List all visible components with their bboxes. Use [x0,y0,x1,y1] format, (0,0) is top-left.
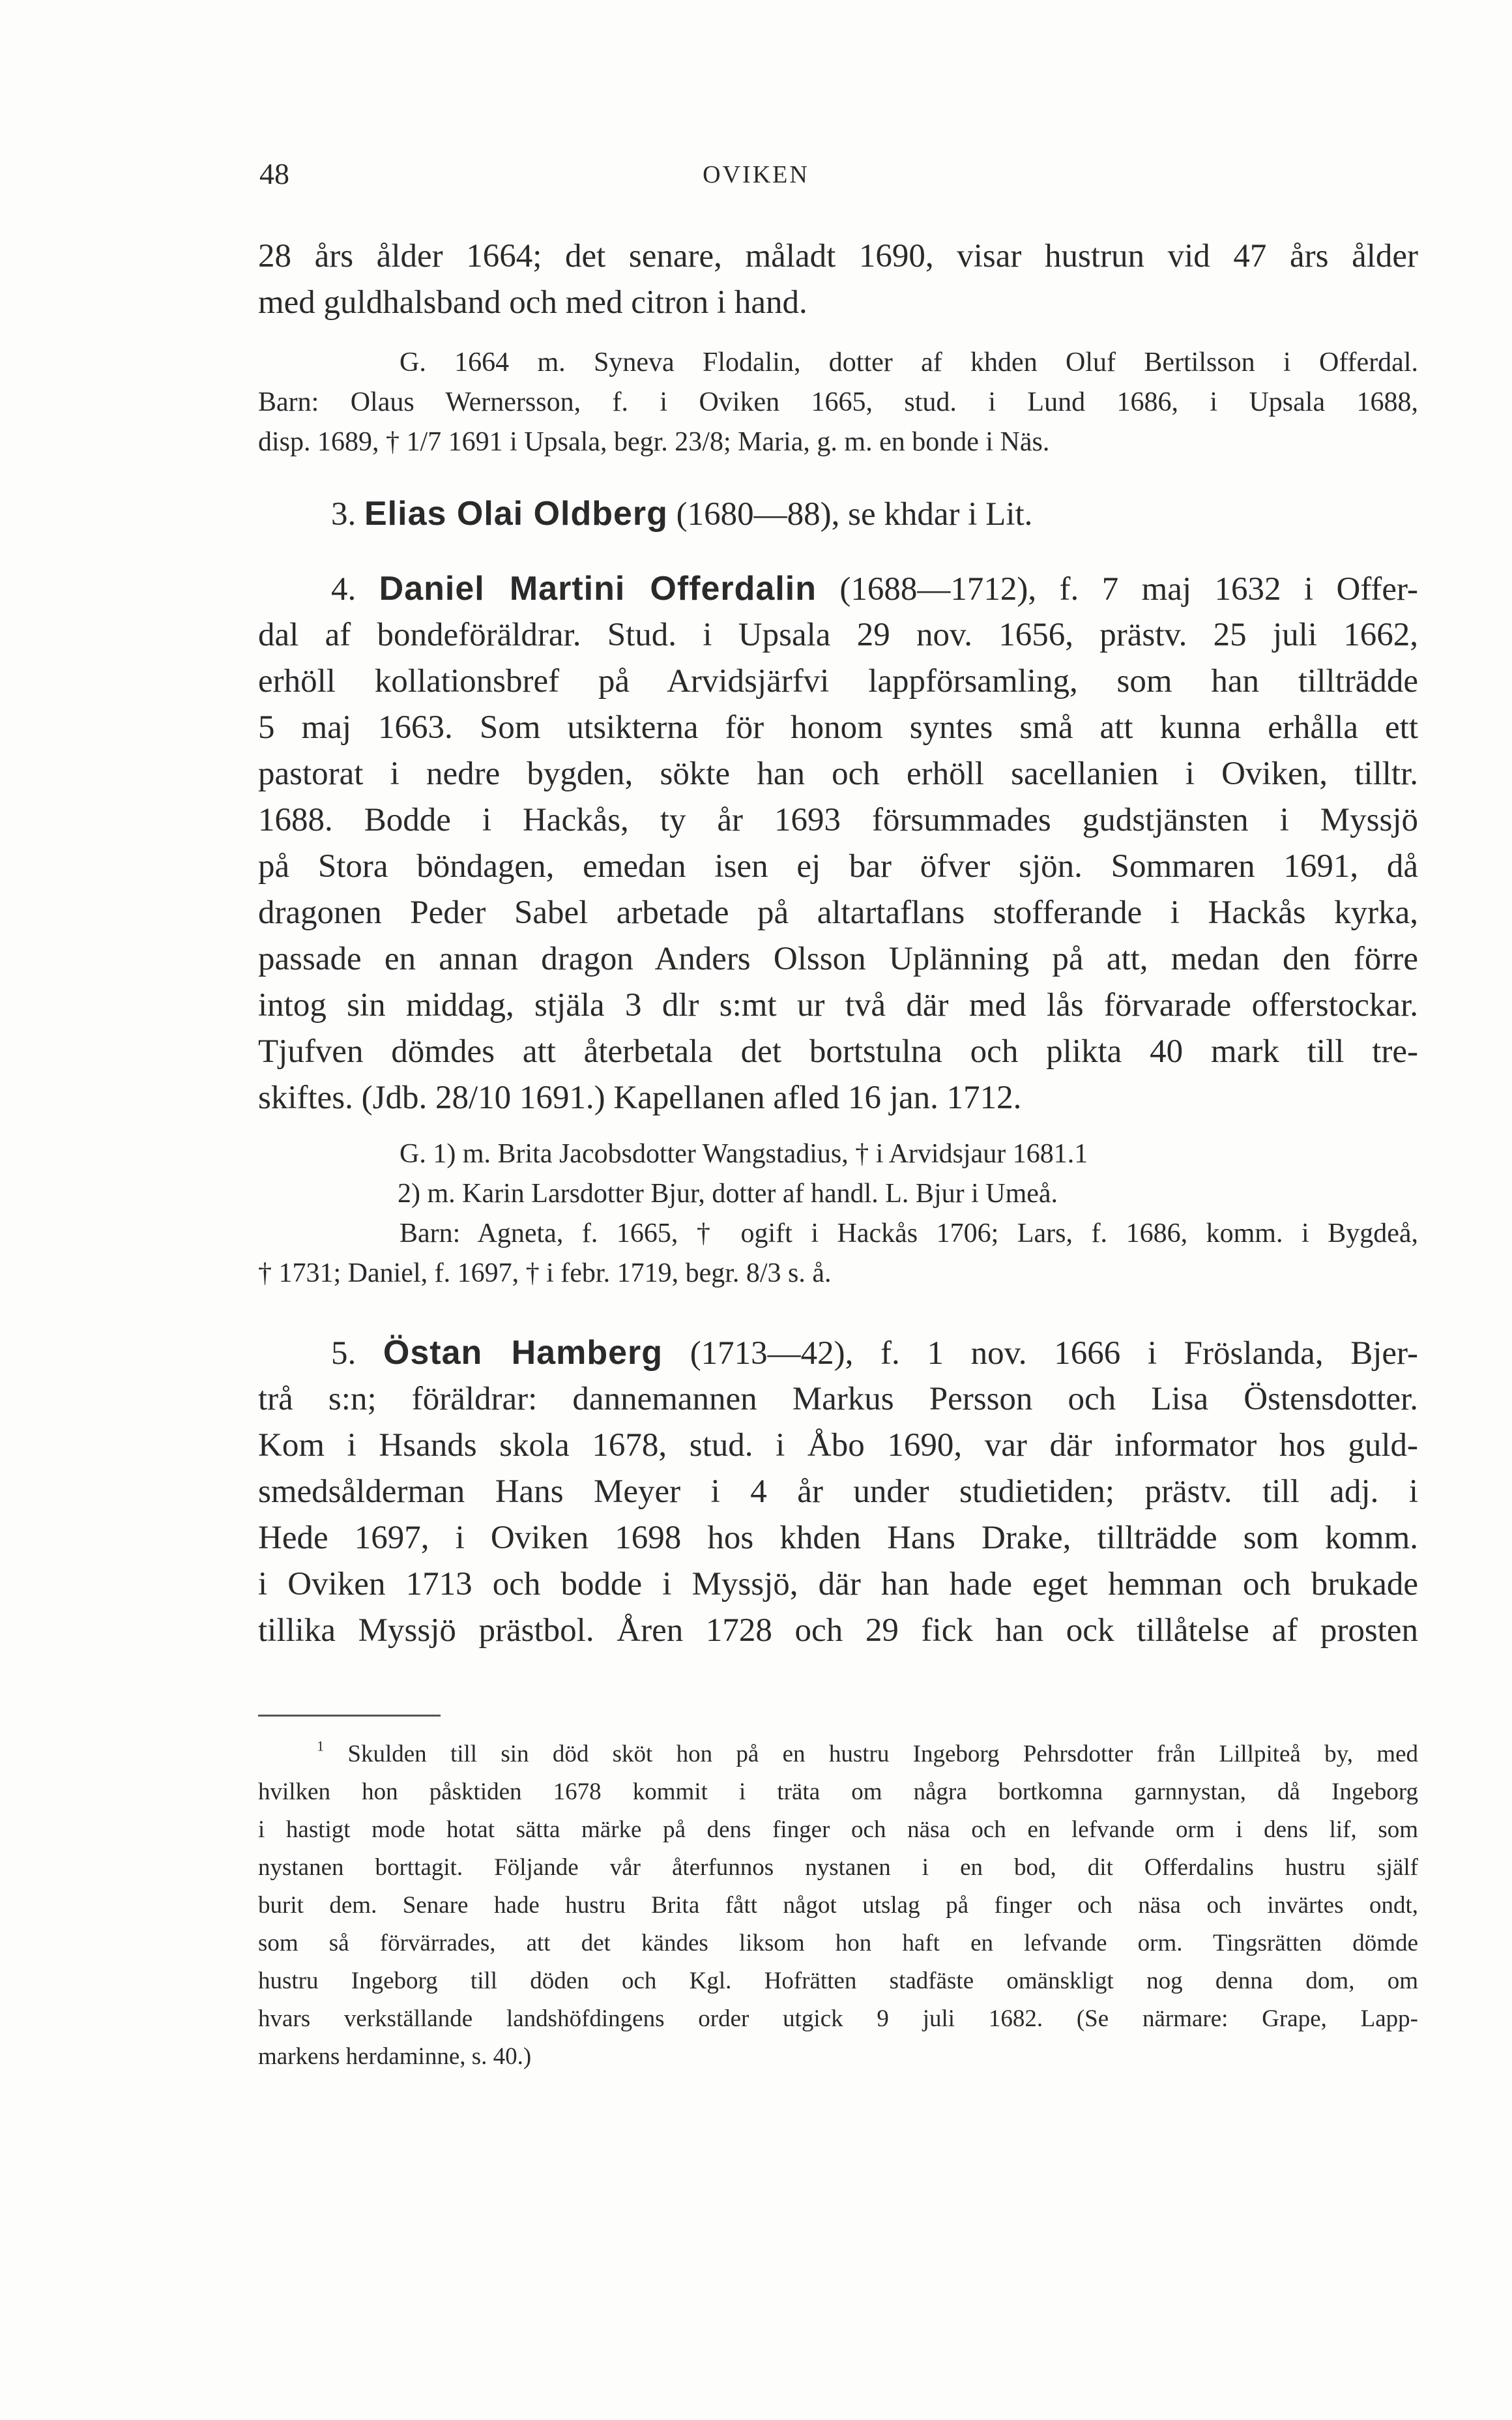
text-line: med guldhalsband och med citron i hand. [258,284,807,321]
text-line: i Oviken 1713 och bodde i Myssjö, där han hade eget hemman och brukade [258,1566,1418,1602]
entry-text: (1680—88), se khdar i Lit. [676,496,1033,533]
text-line: Hede 1697, i Oviken 1698 hos khden Hans Drake, tillträdde som komm. [258,1520,1418,1556]
entry-heading: Elias Olai Oldberg [364,495,668,533]
entry-number: 4. [331,571,356,608]
text-line: passade en annan dragon Anders Olsson Uplänning på att, medan den förre [258,941,1418,977]
text-line: G. 1) m. Brita Jacobsdotter Wangstadius, † i Arvidsjaur 1681.1 [400,1139,1088,1169]
entry-4 [258,566,1418,1121]
entry-heading: Östan Hamberg [383,1334,663,1372]
running-title: OVIKEN [703,161,809,188]
paragraph-continuation [258,233,1418,326]
text-line: Tjufven dömdes att återbetala det bortstulna och plikta 40 mark till tre- [258,1033,1418,1070]
text-line: burit dem. Senare hade hustru Brita fått något utslag på finger och näsa och invärtes ondt, [258,1892,1418,1919]
text-line: disp. 1689, † 1/7 1691 i Upsala, begr. 23/8; Maria, g. m. en bonde i Näs. [258,427,1050,457]
text-line [258,566,1418,612]
text-line: smedsålderman Hans Meyer i 4 år under studietiden; prästv. till adj. i [258,1473,1418,1510]
text-line: † 1731; Daniel, f. 1697, † i febr. 1719, begr. 8/3 s. å. [258,1258,832,1288]
text-line: 2) m. Karin Larsdotter Bjur, dotter af handl. L. Bjur i Umeå. [398,1179,1058,1209]
text-line: hvilken hon påsktiden 1678 kommit i träta om några bortkomna garnnystan, då Ingeborg [258,1778,1418,1805]
entry-number: 3. [331,496,356,533]
marriage-paragraph [258,343,1418,462]
text-line [258,491,1418,537]
footnote [258,1735,1418,2076]
text-line: i hastigt mode hotat sätta märke på dens finger och näsa och en lefvande orm i dens lif, som [258,1816,1418,1843]
entry-number: 5. [331,1335,356,1372]
footnote-separator [258,1715,441,1717]
text-line: på Stora böndagen, emedan isen ej bar öfver sjön. Sommaren 1691, då [258,848,1418,885]
entry-5 [258,1330,1418,1654]
entry-text: (1688—1712), f. 7 maj 1632 i Offer- [839,571,1418,608]
text-line: 1688. Bodde i Hackås, ty år 1693 försummades gudstjänsten i Myssjö [258,802,1418,838]
text-line: markens herdaminne, s. 40.) [258,2043,532,2070]
text-line: pastorat i nedre bygden, sökte han och erhöll sacellanien i Oviken, tilltr. [258,756,1418,792]
text-line: erhöll kollationsbref på Arvidsjärfvi lappförsamling, som han tillträdde [258,663,1418,700]
text-line: Barn: Agneta, f. 1665, † ogift i Hackås 1706; Lars, f. 1686, komm. i Bygdeå, [400,1218,1418,1248]
text-line: hustru Ingeborg till döden och Kgl. Hofrätten stadfäste omänskligt nog denna dom, om [258,1968,1418,1994]
text-line: hvars verkställande landshöfdingens order utgick 9 juli 1682. (Se närmare: Grape, Lapp- [258,2005,1418,2032]
text-line [258,1735,1418,1773]
text-line: trå s:n; föräldrar: dannemannen Markus Persson och Lisa Östensdotter. [258,1381,1418,1417]
text-line: nystanen borttagit. Följande vår återfunnos nystanen i en bod, dit Offerdalins hustru själf [258,1854,1418,1881]
text-line: G. 1664 m. Syneva Flodalin, dotter af khden Oluf Bertilsson i Offerdal. [400,347,1418,377]
text-line: 28 års ålder 1664; det senare, måladt 1690, visar hustrun vid 47 års ålder [258,238,1418,274]
text-line: Kom i Hsands skola 1678, stud. i Åbo 1690, var där informator hos guld- [258,1427,1418,1464]
entry-3 [258,491,1418,537]
footnote-text: Skulden till sin död sköt hon på en hustru Ingeborg Pehrsdotter från Lillpiteå by, med [347,1741,1418,1767]
footnote-marker: 1 [317,1737,325,1754]
text-line: intog sin middag, stjäla 3 dlr s:mt ur två där med lås förvarade offerstockar. [258,987,1418,1024]
main-text [258,233,1418,1654]
text-line: dal af bondeföräldrar. Stud. i Upsala 29 nov. 1656, prästv. 25 juli 1662, [258,617,1418,653]
text-line: tillika Myssjö prästbol. Åren 1728 och 29 fick han ock tillåtelse af prosten [258,1612,1418,1649]
text-line: dragonen Peder Sabel arbetade på altartaflans stofferande i Hackås kyrka, [258,894,1418,931]
entry-heading: Daniel Martini Offerdalin [379,570,817,608]
page-number: 48 [259,157,289,190]
entry-text: (1713—42), f. 1 nov. 1666 i Fröslanda, Bjer- [690,1335,1418,1372]
text-line [258,1330,1418,1376]
page-header [0,156,1512,202]
text-line: skiftes. (Jdb. 28/10 1691.) Kapellanen afled 16 jan. 1712. [258,1080,1022,1116]
marriage-paragraph [258,1134,1418,1293]
text-line: som så förvärrades, att det kändes liksom hon haft en lefvande orm. Tingsrätten dömde [258,1930,1418,1956]
text-line: 5 maj 1663. Som utsikterna för honom syntes små att kunna erhålla ett [258,709,1418,746]
text-line: Barn: Olaus Wernersson, f. i Oviken 1665, stud. i Lund 1686, i Upsala 1688, [258,387,1418,417]
